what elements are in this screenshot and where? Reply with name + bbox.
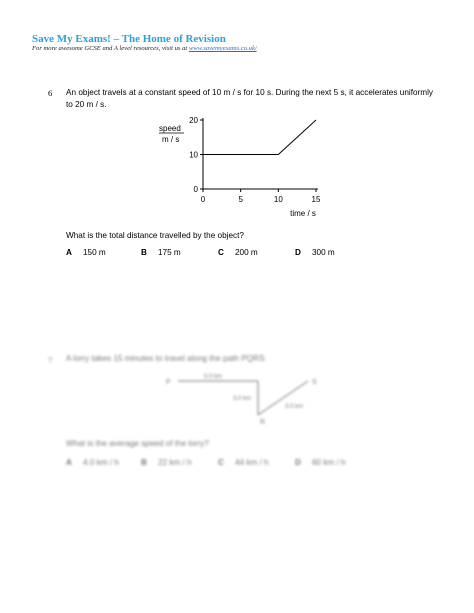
brand-title: Save My Exams! – The Home of Revision xyxy=(32,33,226,45)
x-tick-label: 0 xyxy=(200,195,206,204)
tagline-text: For more awesome GCSE and A level resources, visit us at xyxy=(32,45,189,52)
chart-area xyxy=(159,116,321,218)
x-tick-label: 10 xyxy=(273,195,283,204)
option-letter: C xyxy=(218,248,224,257)
option-value: 44 km / h xyxy=(235,458,269,467)
option-value: 60 km / h xyxy=(312,458,346,467)
distance-pq-label: 5.0 km xyxy=(204,374,223,380)
option-c xyxy=(218,458,269,467)
tagline xyxy=(32,45,257,52)
distance-rs-label: 3.0 km xyxy=(285,404,304,410)
point-q-label: R xyxy=(260,419,266,426)
option-letter: B xyxy=(141,458,147,467)
question-6-text: An object travels at a constant speed of 10 m / s for 10 s. During the next 5 s, it accelerates uniformly to 20 m / s. xyxy=(66,88,433,109)
option-value: 200 m xyxy=(235,248,258,257)
option-d xyxy=(295,458,346,467)
question-7-text: A lorry takes 15 minutes to travel along the path PQRS. xyxy=(66,354,267,363)
x-tick-label: 15 xyxy=(311,195,321,204)
option-letter: C xyxy=(218,458,224,467)
x-tick-label: 5 xyxy=(238,195,243,204)
option-letter: B xyxy=(141,248,147,257)
question-7-prompt: What is the average speed of the lorry? xyxy=(66,439,209,448)
option-value: 300 m xyxy=(312,248,335,257)
option-value: 4.0 km / h xyxy=(83,458,119,467)
question-6-number: 6 xyxy=(48,88,53,98)
website-link[interactable]: www.savemyexams.co.uk/ xyxy=(188,45,257,52)
y-tick-label: 10 xyxy=(189,150,198,160)
option-value: 175 m xyxy=(158,248,181,257)
point-p-label: P xyxy=(166,379,171,386)
speed-time-graph xyxy=(150,112,330,222)
option-d[interactable] xyxy=(295,248,335,257)
option-a[interactable] xyxy=(66,248,106,257)
option-b[interactable] xyxy=(141,248,181,257)
option-letter: D xyxy=(295,248,301,257)
question-7-number: 7 xyxy=(48,355,53,365)
option-c[interactable] xyxy=(218,248,258,257)
option-value: 22 km / h xyxy=(158,458,192,467)
lorry-path-diagram xyxy=(160,368,330,430)
option-letter: D xyxy=(295,458,301,467)
y-tick-label: 0 xyxy=(193,185,198,194)
option-value: 150 m xyxy=(83,248,106,257)
y-axis-label-bottom: m / s xyxy=(162,135,180,144)
option-b xyxy=(141,458,192,467)
speed-line xyxy=(203,120,316,155)
y-tick-label: 20 xyxy=(189,116,198,125)
point-s-label: S xyxy=(312,379,317,386)
y-axis-label-top: speed xyxy=(159,124,181,133)
option-letter: A xyxy=(66,248,72,257)
x-axis-label: time / s xyxy=(290,209,316,218)
question-6-prompt: What is the total distance travelled by the object? xyxy=(66,231,244,240)
option-letter: A xyxy=(66,458,72,467)
distance-qr-label: 3.0 km xyxy=(233,396,252,402)
option-a xyxy=(66,458,119,467)
